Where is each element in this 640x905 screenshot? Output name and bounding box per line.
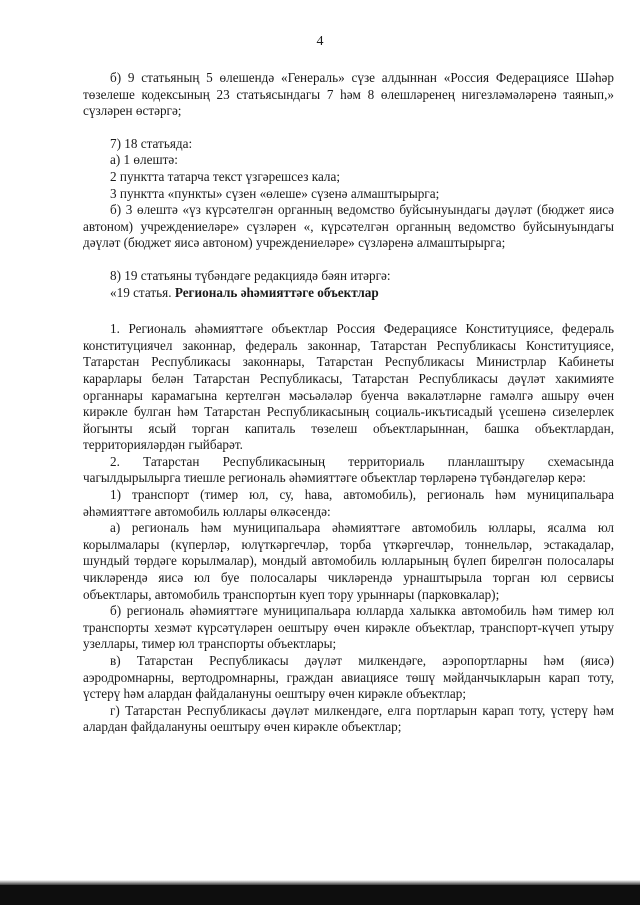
document-body (83, 70, 614, 736)
article-title: Региональ әһәмияттәге объектлар (174, 284, 379, 300)
article-heading-prefix: «19 статья. (110, 284, 175, 300)
clause-2-item-1-b: б) региональ әһәмияттәге муниципальара юлларда халыкка автомобиль һәм тимер юл транспорты хезмәт күрсәтүләрен оештыру өчен кирәкле объектлар, транспорт-күчеп утыру узеллары, тимер юл транспорты объектлары; (83, 603, 614, 652)
article-clause-1: 1. Региональ әһәмияттәге объектлар Россия Федерациясе Конституциясе, федераль конституциячел законнар, федераль законнар, Татарстан Республикасы Конституциясе, Татарстан Республикасы законнары, Татарстан Республикасы Министрлар Кабинеты карарлары белән Татарстан Республикасы, Татарстан Республикасы дәүләт хакимияте органнары карамагына кертелгән мәсьәләләр буенча вәкаләтләрне гамәлгә ашыру өчен кирәкле булган һәм Татарстан Республикасының социаль-икътисадый үсешенә сизелерлек йогынты ясый торган капиталь төзелеш объектларыннан, башка объектлардан, территорияләрдән гыйбарәт. (83, 321, 614, 453)
paragraph-point-2: 2 пунктта татарча текст үзгәрешсез кала; (110, 168, 341, 184)
paragraph-item-7: 7) 18 статьяда: (110, 135, 193, 151)
paragraph-9-5: б) 9 статьяның 5 өлешендә «Генераль» сүзе алдыннан «Россия Федерациясе Шәһәр төзелеше кодексының 23 статьясындагы 7 һәм 8 өлешләренең нигезләмәләренә таянып,» сүзләрен өстәргә; (83, 70, 614, 119)
paragraph-item-8: 8) 19 статьяны түбәндәге редакциядә бәян итәргә: (110, 267, 391, 283)
clause-2-item-1: 1) транспорт (тимер юл, су, һава, автомобиль), региональ һәм муниципальара әһәмияттәге автомобиль юллары өлкәсендә: (83, 487, 614, 519)
paragraph-subitem-b: б) 3 өлештә «үз күрсәтелгән органның ведомство буйсынуындагы дәүләт (бюджет яисә автоном) учреждениеләре» сүзләрен «, күрсәтелгән органның ведомство буйсынуындагы дәүләт (бюджет яисә автоном) учреждениеләре» сүзләренә алмаштырырга; (83, 202, 614, 251)
clause-2-item-1-a: а) региональ һәм муниципальара әһәмияттәге автомобиль юллары, ясалма юл корылмалары (күперләр, юлүткәргечләр, торба үткәргечләр, тоннельләр, эстакадалар, шундый төрдәге корылмалар), мондый автомобиль юлларының бүлеп бирелгән полосалары чикләрендә яисә юл буе полосалары чикләрендә урнаштырыла торган юл сервисы объектлары, автомобиль транспортын куеп тору урыннары (парковкалар); (83, 520, 614, 602)
scan-bottom-border (0, 885, 640, 905)
article-heading (83, 285, 614, 302)
clause-2-item-1-g: г) Татарстан Республикасы дәүләт милкендәге, елга портларын карап тоту, үстерү һәм алардан файдалануны оештыру өчен кирәкле объектлар; (83, 702, 614, 735)
paragraph-subitem-a: а) 1 өлештә: (110, 152, 178, 168)
page-number: 4 (316, 34, 324, 49)
clause-2-item-1-v: в) Татарстан Республикасы дәүләт милкендәге, аэропортларны һәм (яисә) аэродромнарны, вертодромнарны, граждан авиациясе төшү мәйданчыкларын карап тоту, үстерү һәм алардан файдалануны оештыру өчен кирәкле объектлар; (83, 653, 614, 702)
paragraph-point-3: 3 пунктта «пункты» сүзен «өлеше» сүзенә алмаштырырга; (110, 185, 440, 201)
article-clause-2: 2. Татарстан Республикасының территориаль планлаштыру схемасында чагылдырылырга тиешле региональ әһәмияттәге объектлар төрләренә түбәндәгеләр керә: (83, 453, 614, 486)
